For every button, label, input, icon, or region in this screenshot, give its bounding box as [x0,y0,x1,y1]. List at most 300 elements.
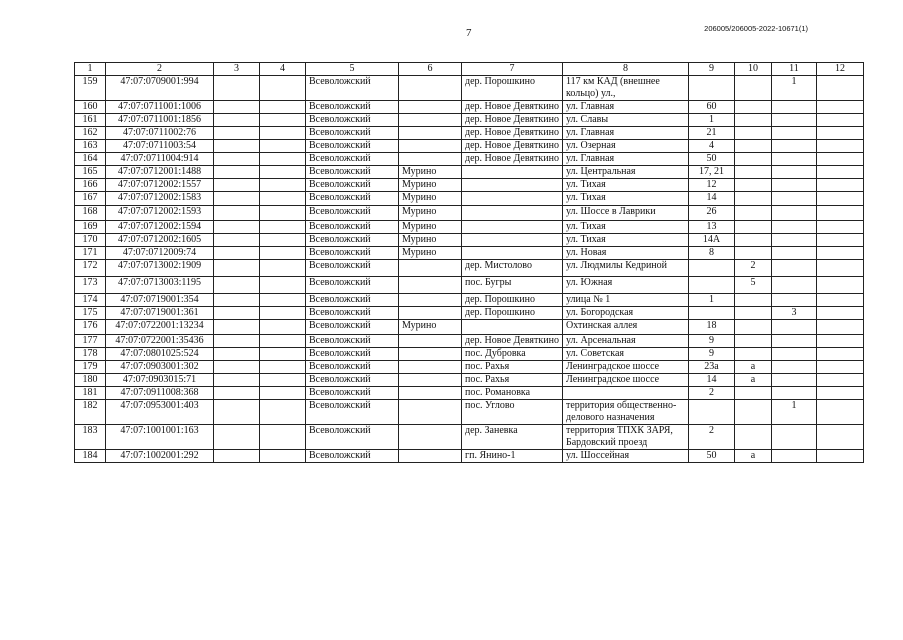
table-cell-col2: 47:07:0712009:74 [106,247,214,260]
table-row [75,294,864,307]
table-cell-col6 [399,260,462,277]
table-cell-col7: дер. Новое Девяткино [462,335,563,348]
table-cell-col3 [214,127,260,140]
table-cell-col6 [399,76,462,101]
table-cell-col1: 166 [75,179,106,192]
table-cell-col4 [260,374,306,387]
table-cell-col5: Всеволожский [306,221,399,234]
table-cell-col10 [735,348,772,361]
table-row [75,192,864,206]
table-cell-col4 [260,140,306,153]
table-cell-col9: 2 [689,425,735,450]
table-cell-col3 [214,348,260,361]
table-cell-col9: 4 [689,140,735,153]
table-cell-col4 [260,307,306,320]
table-cell-col6 [399,127,462,140]
table-cell-col1: 184 [75,450,106,463]
table-cell-col8: ул. Южная [563,277,689,294]
table-cell-col8: ул. Тихая [563,234,689,247]
table-cell-col7 [462,192,563,206]
table-cell-col2: 47:07:1001001:163 [106,425,214,450]
table-cell-col9: 9 [689,348,735,361]
table-cell-col8: Ленинградское шоссе [563,361,689,374]
table-cell-col12 [817,307,864,320]
table-cell-col6 [399,450,462,463]
table-cell-col8: ул. Тихая [563,221,689,234]
table-cell-col4 [260,153,306,166]
table-cell-col2: 47:07:0709001:994 [106,76,214,101]
table-cell-col12 [817,179,864,192]
table-cell-col7 [462,221,563,234]
table-cell-col10 [735,294,772,307]
table-cell-col10: а [735,450,772,463]
table-cell-col3 [214,425,260,450]
table-header [75,63,864,76]
column-header: 3 [214,63,260,76]
table-cell-col2: 47:07:0711002:76 [106,127,214,140]
table-row [75,247,864,260]
table-cell-col2: 47:07:0711001:1856 [106,114,214,127]
table-row [75,221,864,234]
table-cell-col8: Ленинградское шоссе [563,374,689,387]
table-cell-col4 [260,221,306,234]
table-cell-col10 [735,400,772,425]
table-cell-col1: 182 [75,400,106,425]
table-row [75,320,864,335]
table-cell-col11 [772,247,817,260]
table-cell-col7: пос. Романовка [462,387,563,400]
table-cell-col1: 168 [75,206,106,221]
table-cell-col10 [735,335,772,348]
table-row [75,450,864,463]
table-cell-col2: 47:07:0903015:71 [106,374,214,387]
table-cell-col5: Всеволожский [306,400,399,425]
table-cell-col1: 173 [75,277,106,294]
table-cell-col4 [260,206,306,221]
table-cell-col8: Охтинская аллея [563,320,689,335]
table-cell-col9 [689,400,735,425]
table-cell-col6: Мурино [399,192,462,206]
table-cell-col10 [735,76,772,101]
table-cell-col3 [214,320,260,335]
table-cell-col2: 47:07:0712002:1593 [106,206,214,221]
table-cell-col1: 162 [75,127,106,140]
table-cell-col8: ул. Богородская [563,307,689,320]
table-cell-col9: 26 [689,206,735,221]
table-cell-col4 [260,260,306,277]
table-cell-col7 [462,320,563,335]
table-cell-col5: Всеволожский [306,140,399,153]
table-cell-col5: Всеволожский [306,260,399,277]
table-cell-col10 [735,192,772,206]
table-cell-col4 [260,127,306,140]
table-cell-col2: 47:07:0711004:914 [106,153,214,166]
table-cell-col6: Мурино [399,247,462,260]
table-cell-col9: 17, 21 [689,166,735,179]
table-row [75,348,864,361]
table-cell-col11: 3 [772,307,817,320]
table-row [75,335,864,348]
table-cell-col4 [260,247,306,260]
table-cell-col2: 47:07:0712002:1594 [106,221,214,234]
table-cell-col11 [772,221,817,234]
table-cell-col8: ул. Советская [563,348,689,361]
page-number: 7 [466,27,472,39]
table-cell-col6 [399,277,462,294]
header-row [75,63,864,76]
table-cell-col12 [817,320,864,335]
table-cell-col8: ул. Тихая [563,179,689,192]
table-cell-col10 [735,320,772,335]
table-cell-col9: 50 [689,153,735,166]
table-row [75,179,864,192]
table-cell-col2: 47:07:0712002:1583 [106,192,214,206]
column-header: 1 [75,63,106,76]
table-cell-col6 [399,307,462,320]
table-cell-col1: 159 [75,76,106,101]
table-cell-col1: 160 [75,101,106,114]
table-cell-col11 [772,335,817,348]
table-cell-col11 [772,127,817,140]
table-row [75,127,864,140]
document-id: 206005/206005-2022-10671(1) [704,24,808,33]
table-cell-col7: пос. Бугры [462,277,563,294]
table-cell-col2: 47:07:0719001:361 [106,307,214,320]
table-cell-col4 [260,348,306,361]
table-cell-col2: 47:07:0711003:54 [106,140,214,153]
table-cell-col8: ул. Арсенальная [563,335,689,348]
table-cell-col10 [735,206,772,221]
table-cell-col8: территория ТПХК ЗАРЯ, Бардовский проезд [563,425,689,450]
table-cell-col9 [689,76,735,101]
table-cell-col3 [214,166,260,179]
table-cell-col7: гп. Янино-1 [462,450,563,463]
table-cell-col3 [214,335,260,348]
table-cell-col1: 181 [75,387,106,400]
table-cell-col5: Всеволожский [306,335,399,348]
table-cell-col4 [260,335,306,348]
table-cell-col5: Всеволожский [306,277,399,294]
table-cell-col10 [735,425,772,450]
table-body [75,76,864,463]
table-cell-col11 [772,260,817,277]
table-cell-col9: 18 [689,320,735,335]
table-cell-col12 [817,166,864,179]
table-cell-col7 [462,179,563,192]
table-cell-col9: 12 [689,179,735,192]
table-row [75,114,864,127]
table-cell-col3 [214,192,260,206]
table-cell-col4 [260,114,306,127]
table-cell-col8: ул. Новая [563,247,689,260]
table-cell-col6: Мурино [399,179,462,192]
table-row [75,361,864,374]
column-header: 8 [563,63,689,76]
table-cell-col9: 14 [689,374,735,387]
table-cell-col7: дер. Новое Девяткино [462,140,563,153]
column-header: 5 [306,63,399,76]
table-row [75,387,864,400]
table-cell-col9: 14 [689,192,735,206]
table-cell-col5: Всеволожский [306,166,399,179]
table-cell-col12 [817,294,864,307]
table-cell-col12 [817,114,864,127]
table-cell-col4 [260,400,306,425]
table-cell-col10 [735,153,772,166]
table-cell-col8: ул. Главная [563,153,689,166]
table-cell-col6: Мурино [399,234,462,247]
table-cell-col8: ул. Главная [563,101,689,114]
table-cell-col11 [772,450,817,463]
column-header: 4 [260,63,306,76]
table-cell-col2: 47:07:0722001:13234 [106,320,214,335]
table-cell-col9: 23а [689,361,735,374]
table-cell-col11: 1 [772,76,817,101]
table-cell-col6: Мурино [399,166,462,179]
table-cell-col1: 167 [75,192,106,206]
table-cell-col3 [214,307,260,320]
table-row [75,307,864,320]
table-cell-col5: Всеволожский [306,234,399,247]
table-cell-col9: 14А [689,234,735,247]
table-cell-col2: 47:07:0712001:1488 [106,166,214,179]
table-cell-col7: пос. Углово [462,400,563,425]
table-cell-col8: ул. Тихая [563,192,689,206]
table-cell-col12 [817,234,864,247]
table-row [75,374,864,387]
column-header: 6 [399,63,462,76]
table-cell-col7 [462,166,563,179]
table-cell-col5: Всеволожский [306,361,399,374]
table-cell-col1: 163 [75,140,106,153]
table-cell-col11 [772,192,817,206]
table-cell-col5: Всеволожский [306,348,399,361]
table-cell-col7: дер. Мистолово [462,260,563,277]
table-cell-col3 [214,400,260,425]
table-cell-col6 [399,361,462,374]
table-cell-col12 [817,348,864,361]
table-cell-col5: Всеволожский [306,206,399,221]
table-cell-col2: 47:07:0713003:1195 [106,277,214,294]
table-row [75,76,864,101]
table-cell-col9: 8 [689,247,735,260]
table-cell-col1: 183 [75,425,106,450]
table-cell-col11: 1 [772,400,817,425]
table-cell-col1: 179 [75,361,106,374]
table-row [75,206,864,221]
table-cell-col7: пос. Дубровка [462,348,563,361]
table-cell-col7: дер. Порошкино [462,294,563,307]
table-cell-col1: 161 [75,114,106,127]
table-cell-col6: Мурино [399,320,462,335]
table-cell-col8: ул. Славы [563,114,689,127]
table-cell-col5: Всеволожский [306,320,399,335]
table-cell-col12 [817,101,864,114]
table-cell-col12 [817,361,864,374]
table-row [75,400,864,425]
table-cell-col1: 171 [75,247,106,260]
table-cell-col12 [817,450,864,463]
table-cell-col5: Всеволожский [306,450,399,463]
table-cell-col2: 47:07:0712002:1605 [106,234,214,247]
table-cell-col4 [260,320,306,335]
table-cell-col8: 117 км КАД (внешнее кольцо) ул., [563,76,689,101]
table-cell-col12 [817,140,864,153]
table-cell-col8: улица № 1 [563,294,689,307]
table-cell-col6 [399,153,462,166]
table-cell-col6 [399,348,462,361]
table-cell-col2: 47:07:0801025:524 [106,348,214,361]
table-cell-col3 [214,153,260,166]
table-cell-col10: 5 [735,277,772,294]
table-cell-col9: 2 [689,387,735,400]
table-cell-col3 [214,234,260,247]
table-cell-col11 [772,166,817,179]
table-cell-col1: 175 [75,307,106,320]
table-cell-col7: дер. Новое Девяткино [462,101,563,114]
table-cell-col1: 178 [75,348,106,361]
table-cell-col3 [214,450,260,463]
table-cell-col7: дер. Новое Девяткино [462,153,563,166]
table-cell-col12 [817,127,864,140]
table-cell-col7: дер. Заневка [462,425,563,450]
table-cell-col4 [260,294,306,307]
table-cell-col1: 164 [75,153,106,166]
table-cell-col12 [817,277,864,294]
table-cell-col3 [214,361,260,374]
table-cell-col10 [735,307,772,320]
table-cell-col5: Всеволожский [306,101,399,114]
table-cell-col4 [260,425,306,450]
table-cell-col10: а [735,374,772,387]
table-cell-col5: Всеволожский [306,307,399,320]
table-cell-col3 [214,277,260,294]
table-row [75,277,864,294]
table-cell-col10 [735,114,772,127]
table-cell-col5: Всеволожский [306,114,399,127]
table-cell-col8: ул. Центральная [563,166,689,179]
table-row [75,425,864,450]
table-cell-col12 [817,247,864,260]
table-cell-col11 [772,234,817,247]
table-row [75,140,864,153]
table-cell-col3 [214,76,260,101]
table-cell-col8: ул. Шоссе в Лаврики [563,206,689,221]
table-cell-col1: 172 [75,260,106,277]
table-cell-col10 [735,101,772,114]
table-cell-col8: ул. Шоссейная [563,450,689,463]
table-cell-col6: Мурино [399,221,462,234]
table-cell-col3 [214,101,260,114]
table-cell-col10 [735,387,772,400]
table-cell-col3 [214,247,260,260]
table-cell-col12 [817,425,864,450]
table-cell-col11 [772,101,817,114]
table-cell-col1: 174 [75,294,106,307]
table-cell-col1: 177 [75,335,106,348]
table-cell-col10: 2 [735,260,772,277]
table-cell-col9: 50 [689,450,735,463]
table-cell-col8 [563,387,689,400]
table-cell-col12 [817,387,864,400]
table-cell-col8: ул. Озерная [563,140,689,153]
table-cell-col1: 165 [75,166,106,179]
table-cell-col5: Всеволожский [306,247,399,260]
table-cell-col11 [772,153,817,166]
table-cell-col4 [260,76,306,101]
table-cell-col5: Всеволожский [306,192,399,206]
table-cell-col6 [399,335,462,348]
table-cell-col9: 1 [689,294,735,307]
table-cell-col11 [772,387,817,400]
table-cell-col1: 170 [75,234,106,247]
table-cell-col11 [772,348,817,361]
table-cell-col9 [689,260,735,277]
table-cell-col10 [735,166,772,179]
table-row [75,166,864,179]
table-cell-col4 [260,179,306,192]
table-cell-col6 [399,400,462,425]
table-cell-col5: Всеволожский [306,179,399,192]
table-cell-col3 [214,260,260,277]
table-cell-col3 [214,294,260,307]
table-cell-col11 [772,206,817,221]
table-cell-col6 [399,387,462,400]
table-cell-col9 [689,307,735,320]
table-cell-col12 [817,374,864,387]
table-cell-col5: Всеволожский [306,76,399,101]
table-cell-col9 [689,277,735,294]
table-cell-col7 [462,234,563,247]
table-cell-col4 [260,101,306,114]
column-header: 9 [689,63,735,76]
table-cell-col11 [772,114,817,127]
table-cell-col2: 47:07:0953001:403 [106,400,214,425]
table-cell-col8: ул. Людмилы Кедриной [563,260,689,277]
table-cell-col10 [735,127,772,140]
table-cell-col2: 47:07:0712002:1557 [106,179,214,192]
table-cell-col4 [260,192,306,206]
table-cell-col4 [260,277,306,294]
table-cell-col11 [772,425,817,450]
table-cell-col2: 47:07:0719001:354 [106,294,214,307]
table-cell-col3 [214,221,260,234]
table-cell-col10 [735,140,772,153]
table-cell-col12 [817,192,864,206]
table-cell-col3 [214,374,260,387]
table-cell-col6 [399,294,462,307]
table-cell-col10 [735,234,772,247]
table-cell-col9: 60 [689,101,735,114]
table-cell-col11 [772,294,817,307]
table-cell-col5: Всеволожский [306,127,399,140]
table-cell-col3 [214,387,260,400]
table-cell-col9: 21 [689,127,735,140]
table-cell-col4 [260,166,306,179]
table-cell-col6 [399,140,462,153]
table-cell-col5: Всеволожский [306,374,399,387]
table-cell-col7: пос. Рахья [462,361,563,374]
table-cell-col3 [214,206,260,221]
table-cell-col11 [772,374,817,387]
table-cell-col9: 1 [689,114,735,127]
table-cell-col1: 176 [75,320,106,335]
table-cell-col11 [772,179,817,192]
table-cell-col6 [399,425,462,450]
table-cell-col4 [260,234,306,247]
table-cell-col4 [260,361,306,374]
table-cell-col6 [399,101,462,114]
